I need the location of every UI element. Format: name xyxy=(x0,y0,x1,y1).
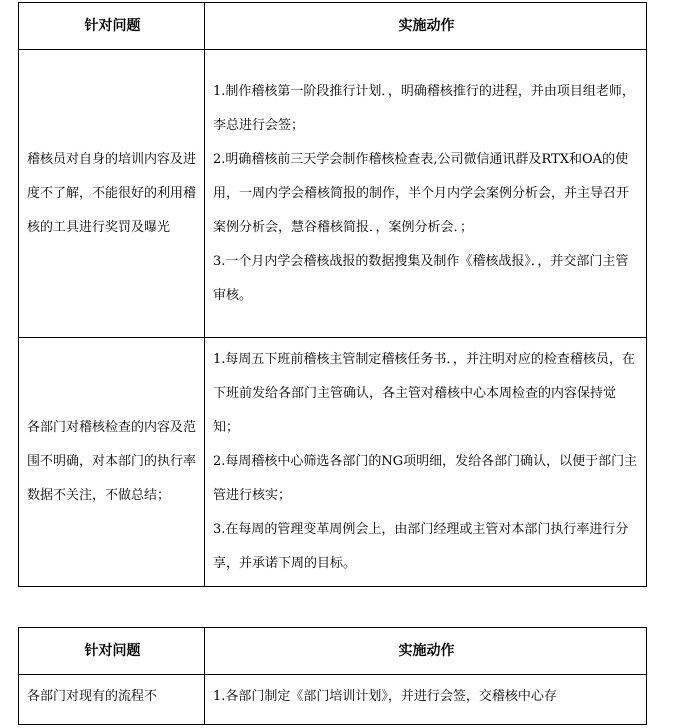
action-item: 1.各部门制定《部门培训计划》，并进行会签，交稽核中心存 xyxy=(213,689,557,704)
header-action: 实施动作 xyxy=(205,3,647,50)
header-problem: 针对问题 xyxy=(19,3,205,50)
action-table-1 xyxy=(18,2,647,587)
action-item: 3.一个月内学会稽核战报的数据搜集及制作《稽核战报》．，并交部门主管审核。 xyxy=(213,253,629,303)
table-row xyxy=(19,338,647,587)
header-action: 实施动作 xyxy=(205,628,647,675)
table-header-row xyxy=(19,3,647,50)
action-item: 3.在每周的管理变革周例会上，由部门经理或主管对本部门执行率进行分享，并承诺下周的目标。 xyxy=(213,522,629,571)
problem-cell: 各部门对稽核检查的内容及范围不明确，对本部门的执行率数据不关注，不做总结； xyxy=(19,338,205,587)
action-cell xyxy=(205,675,647,725)
action-item: 2.每周稽核中心筛选各部门的NG项明细，发给各部门确认，以便于部门主管进行核实； xyxy=(213,454,638,503)
header-problem: 针对问题 xyxy=(19,628,205,675)
table-row xyxy=(19,50,647,338)
action-cell xyxy=(205,338,647,587)
table-row xyxy=(19,675,647,725)
action-item: 1.每周五下班前稽核主管制定稽核任务书．，并注明对应的检查稽核员，在下班前发给各部门主管确认，各主管对稽核中心本周检查的内容保持觉知； xyxy=(213,352,635,435)
action-cell xyxy=(205,50,647,338)
problem-cell: 各部门对现有的流程不 xyxy=(19,675,205,725)
action-item: 2.明确稽核前三天学会制作稽核检查表,公司微信通讯群及RTX和OA的使用，一周内学会稽核简报的制作，半个月内学会案例分析会，并主导召开案例分析会，慧谷稽核简报．，案例分析会．； xyxy=(213,151,630,235)
action-table-2 xyxy=(18,627,647,725)
table-header-row xyxy=(19,628,647,675)
action-item: 1.制作稽核第一阶段推行计划．，明确稽核推行的进程，并由项目组老师，李总进行会签； xyxy=(213,83,635,133)
problem-cell: 稽核员对自身的培训内容及进度不了解，不能很好的利用稽核的工具进行奖罚及曝光 xyxy=(19,50,205,338)
